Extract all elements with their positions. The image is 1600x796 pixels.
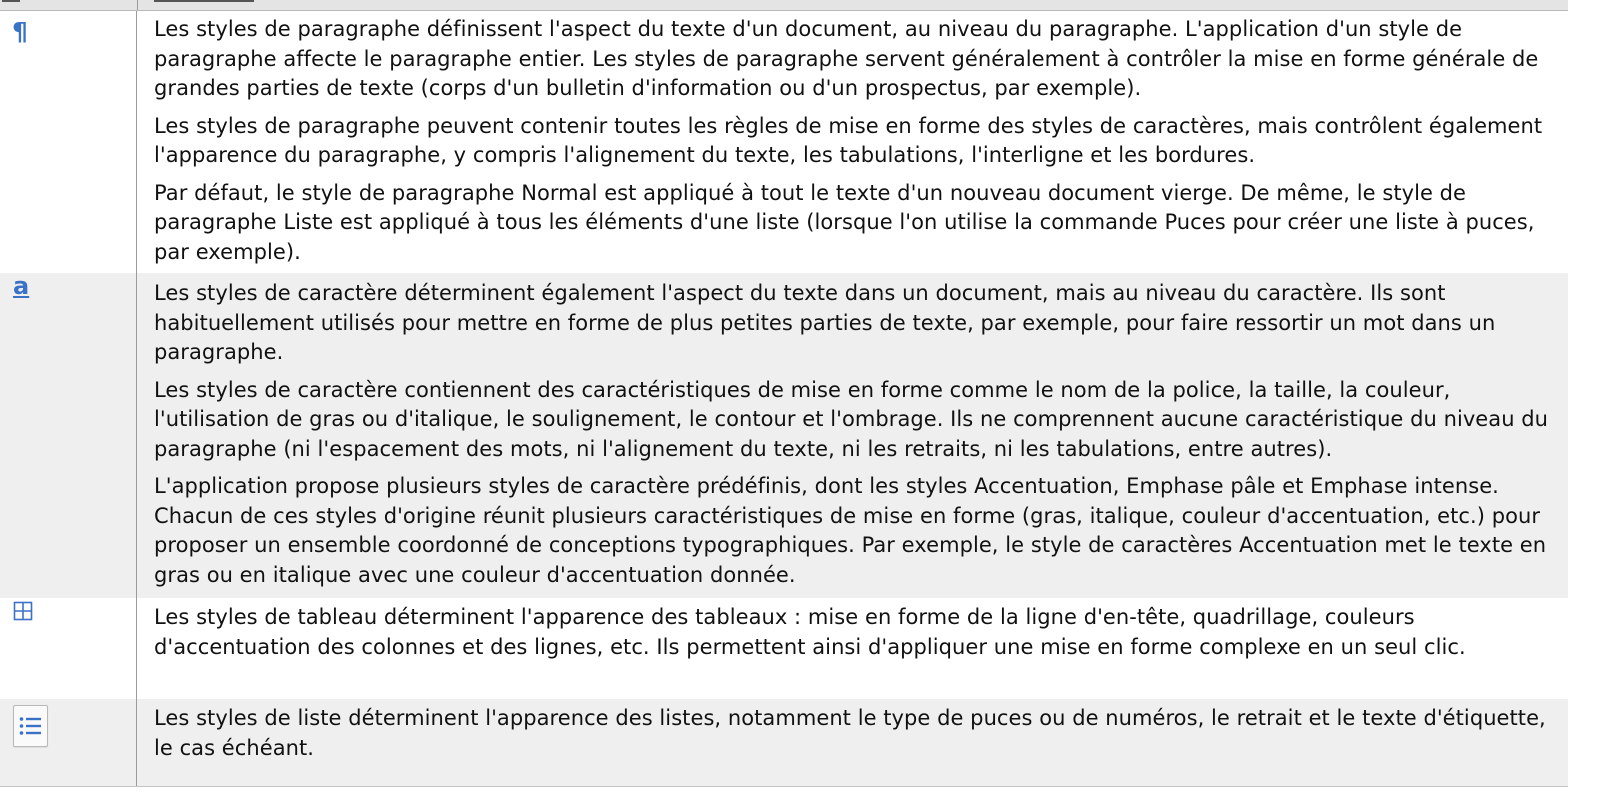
description-paragraph: Les styles de caractère déterminent également l'aspect du texte dans un document, mais au niveau du caractère. Ils sont habituellement utilisés pour mettre en forme de plus petites parties de texte, par exemple, pour faire ressortir un mot dans un paragraphe. xyxy=(154,281,1496,364)
right-margin xyxy=(1568,0,1600,796)
character-style-icon: a xyxy=(13,272,30,300)
icon-cell xyxy=(0,598,137,699)
description-cell xyxy=(154,279,1550,590)
header-column-fragment xyxy=(154,0,254,2)
icon-cell xyxy=(0,273,137,598)
table-row-list-styles xyxy=(0,699,1568,786)
description-cell xyxy=(154,603,1550,662)
list-style-button xyxy=(13,705,48,747)
description-cell xyxy=(154,15,1550,267)
table-header xyxy=(0,0,1568,11)
description-paragraph: Les styles de caractère contiennent des caractéristiques de mise en forme comme le nom de la police, la taille, la couleur, l'utilisation de gras ou d'italique, le soulignement, le contour et l'ombrage. Ils ne comprennent aucune caractéristique du niveau du paragraphe (ni l'espacement des mots, ni l'alignement du texte, ni les retraits, ni les tabulations, entre autres). xyxy=(154,377,1549,461)
table-row-paragraph-styles xyxy=(0,11,1568,273)
list-style-icon xyxy=(19,716,43,740)
table-row-character-styles xyxy=(0,273,1568,598)
description-paragraph: Les styles de paragraphe définissent l'aspect du texte d'un document, au niveau du paragraphe. L'application d'un style de paragraphe affecte le paragraphe entier. Les styles de paragraphe servent généralement à contrôler la mise en forme générale de grandes parties de texte (corps d'un bulletin d'information ou d'un prospectus, par exemple). xyxy=(154,17,1539,100)
column-divider xyxy=(137,0,138,10)
description-paragraph: Les styles de tableau déterminent l'apparence des tableaux : mise en forme de la ligne d'en-tête, quadrillage, couleurs d'accentuation des colonnes et des lignes, etc. Ils permettent ainsi d'appliquer une mise en forme complexe en un seul clic. xyxy=(154,605,1466,659)
table-row-table-styles xyxy=(0,598,1568,699)
description-paragraph: Par défaut, le style de paragraphe Normal est appliqué à tout le texte d'un nouveau document vierge. De même, le style de paragraphe Liste est appliqué à tous les éléments d'une liste (lorsque l'on utilise la commande Puces pour créer une liste à puces, par exemple). xyxy=(154,180,1535,264)
description-cell xyxy=(154,704,1550,763)
table-style-icon xyxy=(13,601,33,625)
icon-cell xyxy=(0,699,137,786)
description-paragraph: L'application propose plusieurs styles de caractère prédéfinis, dont les styles Accentuation, Emphase pâle et Emphase intense. Chacun de ces styles d'origine réunit plusieurs caractéristiques de mise en forme (gras, italique, couleur d'accentuation, etc.) pour proposer un ensemble coordonné de conceptions typographiques. Par exemple, le style de caractères Accentuation met le texte en gras ou en italique avec une couleur d'accentuation donnée. xyxy=(154,474,1547,587)
icon-cell xyxy=(0,11,137,273)
header-column-fragment xyxy=(2,0,20,2)
description-paragraph: Les styles de paragraphe peuvent contenir toutes les règles de mise en forme des styles de caractères, mais contrôlent également l'apparence du paragraphe, y compris l'alignement du texte, les tabulations, l'interligne et les bordures. xyxy=(154,113,1543,167)
description-paragraph: Les styles de liste déterminent l'apparence des listes, notamment le type de puces ou de numéros, le retrait et le texte d'étiquette, le cas échéant. xyxy=(154,706,1546,760)
paragraph-style-icon: ¶ xyxy=(12,17,28,46)
